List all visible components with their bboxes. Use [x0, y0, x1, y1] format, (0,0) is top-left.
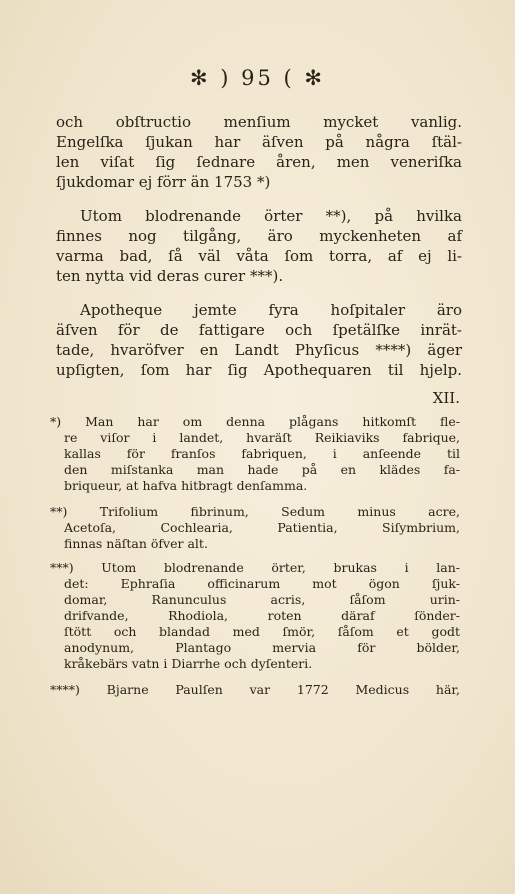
text-line: äſven för de fattigare och ſpetälſke inrät- — [56, 321, 462, 339]
footnote-line: domar, Ranunculus acris, ſåſom urin- — [64, 592, 460, 607]
text-line: Utom blodrenande örter **), på hvilka — [80, 207, 462, 225]
text-line: och obſtructio menſium mycket vanlig. — [56, 113, 462, 131]
text-line: Apotheque jemte fyra hoſpitaler äro — [80, 301, 462, 319]
footnote-line: Acetoſa, Cochlearia, Patientia, Siſymbrium, — [64, 520, 460, 535]
footnote-line: det: Ephraſia officinarum mot ögon ſjuk- — [64, 576, 460, 591]
footnote-line: anodynum, Plantago mervia för bölder, — [64, 640, 460, 655]
footnote-line: briqueur, at hafva hitbragt denſamma. — [64, 478, 308, 493]
footnote-3 — [50, 560, 460, 672]
text-line: finnes nog tilgång, äro myckenheten af — [56, 227, 462, 245]
paragraph-1 — [56, 112, 462, 192]
footnote-line: ***) Utom blodrenande örter, brukas i lan- — [50, 560, 460, 575]
footnote-line: drifvande, Rhodiola, roten däraf ſönder- — [64, 608, 460, 623]
running-head: ✻ ) 95 ( ✻ — [190, 66, 325, 90]
footnote-line: kråkebärs vatn i Diarrhe och dyſenteri. — [64, 656, 313, 671]
footnote-line: kallas för franſos fabriquen, i anſeende til — [64, 446, 460, 461]
paragraph-2 — [56, 206, 462, 286]
footnote-line: re viſor i landet, hvaräſt Reikiaviks fabrique, — [64, 430, 460, 445]
footnote-4 — [50, 682, 460, 698]
footnote-line: ſtött och blandad med ſmör, ſåſom et godt — [64, 624, 460, 639]
footnote-line: *) Man har om denna plågans hitkomſt fle- — [50, 414, 460, 429]
text-line: Engelſka ſjukan har äſven på några ſtäl- — [56, 133, 462, 151]
footnote-line: **) Trifolium fibrinum, Sedum minus acre, — [50, 504, 460, 519]
footnote-2 — [50, 504, 460, 552]
footnote-line: den miſstanka man hade på en klädes fa- — [64, 462, 460, 477]
catchword: XII. — [432, 389, 460, 407]
text-line: ten nytta vid deras curer ***). — [56, 267, 284, 285]
text-line: len viſat ſig ſednare åren, men veneriſka — [56, 153, 462, 171]
paragraph-3 — [56, 300, 462, 380]
footnote-line: finnas näſtan öfver alt. — [64, 536, 208, 551]
footnote-1 — [50, 414, 460, 494]
text-line: varma bad, ſå väl våta ſom torra, af ej li- — [56, 247, 462, 265]
text-line: tade, hvaröfver en Landt Phyſicus ****) äger — [56, 341, 462, 359]
text-line: ſjukdomar ej förr än 1753 *) — [56, 173, 271, 191]
footnote-line: ****) Bjarne Paulſen var 1772 Medicus här, — [50, 682, 460, 697]
text-line: upſigten, ſom har ſig Apothequaren til hjelp. — [56, 361, 462, 379]
